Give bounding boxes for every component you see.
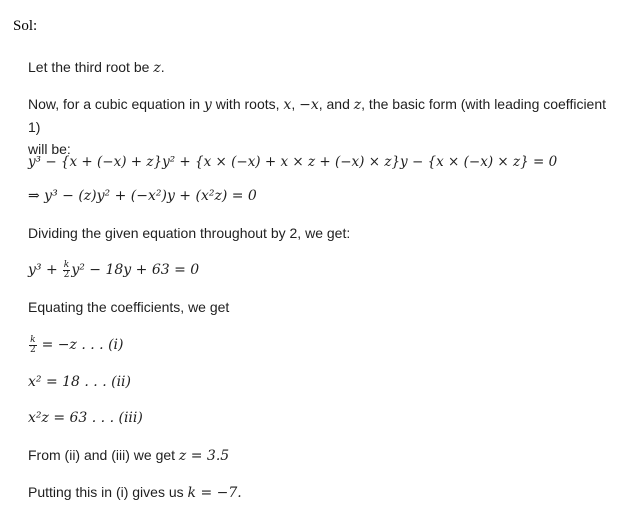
fraction-k-over-2-i <box>29 336 37 355</box>
equation-2: ⇒ y³ − (z)y² + (−x²)y + (x²z) = 0 <box>28 188 257 204</box>
intro-var: z <box>153 60 161 76</box>
from-line <box>28 444 618 467</box>
putting-math: k = −7. <box>187 485 242 501</box>
equating-text: Equating the coefficients, we get <box>28 299 230 315</box>
now-text-2: with roots, <box>215 96 280 112</box>
intro-text: Let the third root be <box>28 59 150 75</box>
from-text: From (ii) and (iii) we get <box>28 447 176 463</box>
equating-line <box>28 296 618 318</box>
equation-i-post: = −z . . . (i) <box>41 337 124 353</box>
dividing-line <box>28 222 618 244</box>
fraction-denominator-i: 2 <box>30 344 36 355</box>
equation-ii <box>28 370 618 393</box>
putting-line <box>28 481 618 504</box>
intro-line <box>28 56 618 79</box>
equation-divided <box>28 258 618 281</box>
fraction-denominator: 2 <box>63 269 70 280</box>
now-sep-2: , and <box>318 96 350 112</box>
putting-text: Putting this in (i) gives us <box>28 484 184 500</box>
equation-3-post: y² − 18y + 63 = 0 <box>71 262 200 278</box>
fraction-numerator-i: k <box>30 334 36 345</box>
dividing-text: Dividing the given equation throughout by 2, we get: <box>28 225 351 241</box>
fraction-k-over-2 <box>63 261 71 280</box>
now-line-2: will be: <box>28 141 71 157</box>
equation-ii-text: x² = 18 . . . (ii) <box>28 374 131 390</box>
equation-iii-text: x²z = 63 . . . (iii) <box>28 410 143 426</box>
equation-i <box>28 333 618 356</box>
now-var-negx: −x <box>299 97 319 113</box>
now-text-1: Now, for a cubic equation in <box>28 96 200 112</box>
now-text-3: , the basic form (with leading coefficient 1) <box>28 96 607 135</box>
now-var-x: x <box>283 97 292 113</box>
intro-end: . <box>160 59 165 75</box>
equation-3-pre: y³ + <box>28 262 58 278</box>
solution-label: Sol: <box>13 18 38 34</box>
equation-expanded <box>28 150 618 173</box>
now-var-y: y <box>203 97 212 113</box>
equation-1: y³ − {x + (−x) + z}y² + {x × (−x) + x × z + (−x) × z}y − {x × (−x) × z} = 0 <box>28 154 558 170</box>
fraction-numerator: k <box>63 259 70 270</box>
equation-iii <box>28 406 618 429</box>
now-var-z: z <box>353 97 362 113</box>
now-sep-1: , <box>291 96 296 112</box>
equation-simplified <box>28 184 618 207</box>
from-math: z = 3.5 <box>178 448 230 464</box>
